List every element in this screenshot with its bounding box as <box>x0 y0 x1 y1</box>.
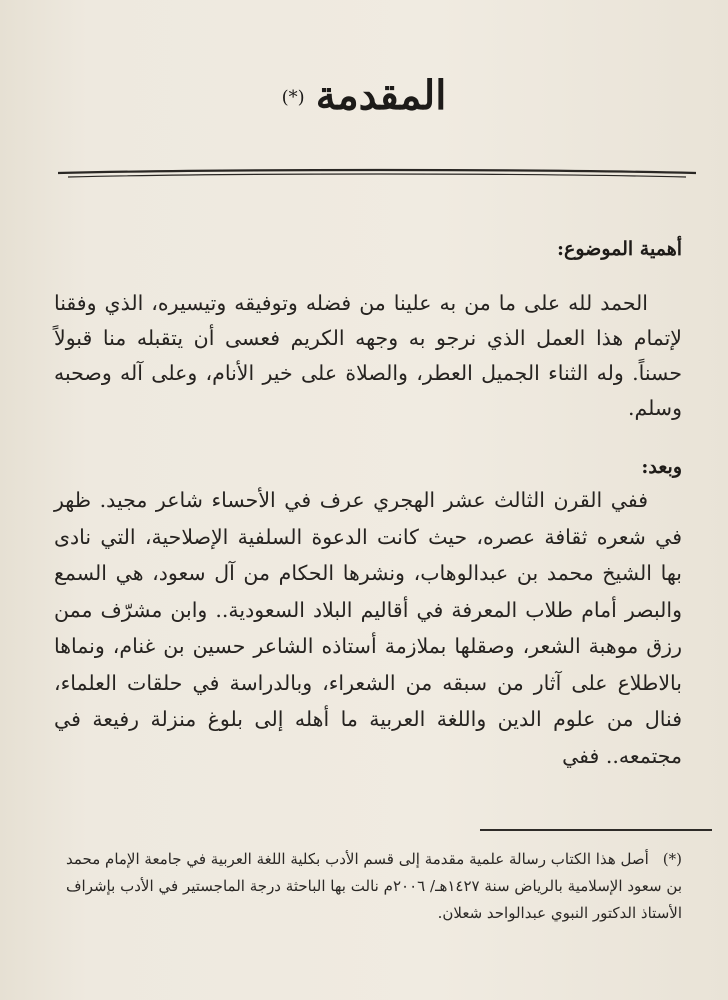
section-heading-after: وبعد: <box>641 456 682 478</box>
footnote <box>66 846 682 927</box>
paragraph-importance: الحمد لله على ما من به علينا من فضله وتوفيقه وتيسيره، الذي وفقنا لإتمام هذا العمل الذي نرجو به وجهه الكريم فعسى أن يتقبله منا قبولاً حسناً. وله الثناء الجميل العطر، والصلاة على خير الأنام، وعلى آله وصحبه وسلم. <box>54 291 682 420</box>
title-ornament-rule <box>58 163 696 183</box>
chapter-title-block <box>0 72 728 119</box>
footnote-marker: (*) <box>662 850 682 868</box>
chapter-title: المقدمة <box>315 72 447 119</box>
footnote-separator <box>480 829 712 831</box>
paragraph-body: ففي القرن الثالث عشر الهجري عرف في الأحساء شاعر مجيد. ظهر في شعره ثقافة عصره، حيث كانت الدعوة السلفية الإصلاحية، التي نادى بها الشيخ محمد بن عبدالوهاب، ونشرها الحكام من آل سعود، هي السمع والبصر أمام طلاب المعرفة في أقاليم البلاد السعودية.. وابن مشرّف ممن رزق موهبة الشعر، وصقلها بملازمة أستاذه الشاعر حسين بن غنام، ونماها بالاطلاع على آثار من سبقه من الشعراء، وبالدراسة في حلقات العلماء، فنال من علوم الدين واللغة العربية ما أهله إلى بلوغ منزلة رفيعة في مجتمعه.. ففي <box>54 488 682 768</box>
footnote-text: أصل هذا الكتاب رسالة علمية مقدمة إلى قسم الأدب بكلية اللغة العربية في جامعة الإمام محمد بن سعود الإسلامية بالرياض سنة ١٤٢٧هـ/ ٢٠٠٦م نالت بها الباحثة درجة الماجستير في الأدب بإشراف الأستاذ الدكتور النبوي عبدالواحد شعلان. <box>66 850 682 922</box>
section-heading-importance: أهمية الموضوع: <box>557 238 682 260</box>
title-footnote-marker: (*) <box>281 86 305 108</box>
